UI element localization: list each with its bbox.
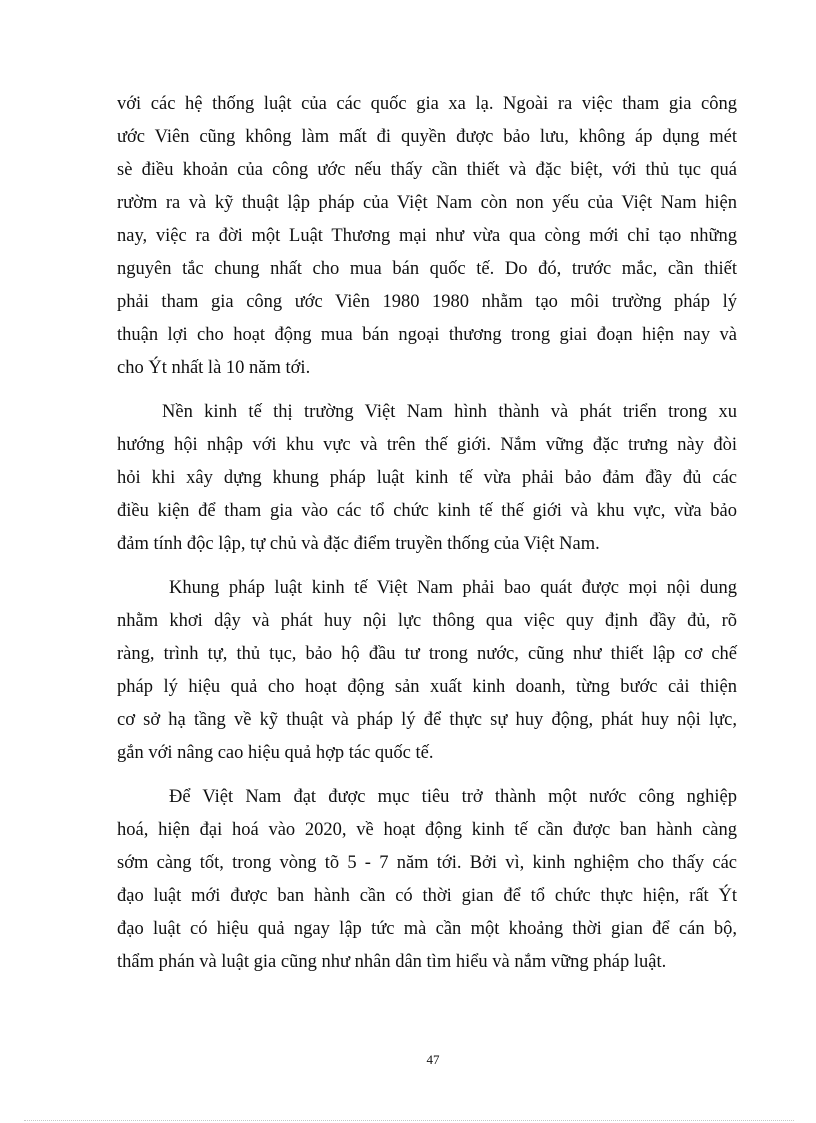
text-line: Nền kinh tế thị trường Việt Nam hình thành và phát triển trong xu [162,402,737,422]
text-line: thẩm phán và luật gia cũng như nhân dân tìm hiểu và nắm vững pháp luật. [117,952,667,972]
text-line: đạo luật mới được ban hành cần có thời gian để tổ chức thực hiện, rất Ýt [117,886,737,906]
text-line: nguyên tắc chung nhất cho mua bán quốc tế. Do đó, trước mắc, cần thiết [117,259,737,279]
text-line: đạo luật có hiệu quả ngay lập tức mà cần một khoảng thời gian để cán bộ, [117,919,737,939]
text-line: thuận lợi cho hoạt động mua bán ngoại thương trong giai đoạn hiện nay và [117,325,737,345]
text-line: hướng hội nhập với khu vực và trên thế giới. Nắm vững đặc trưng này đòi [117,435,737,455]
text-line: ước Viên cũng không làm mất đi quyền được bảo lưu, không áp dụng mét [117,127,737,147]
text-line: đảm tính độc lập, tự chủ và đặc điểm truyền thống của Việt Nam. [117,534,600,554]
text-line: cho Ýt nhất là 10 năm tới. [117,358,311,378]
paragraph-1 [117,88,737,385]
text-line: Khung pháp luật kinh tế Việt Nam phải bao quát được mọi nội dung [169,578,737,598]
text-line: pháp lý hiệu quả cho hoạt động sản xuất kinh doanh, từng bước cải thiện [117,677,737,697]
text-line: rườm ra và kỹ thuật lập pháp của Việt Nam còn non yếu của Việt Nam hiện [117,193,737,213]
text-line: nhằm khơi dậy và phát huy nội lực thông qua việc quy định đầy đủ, rõ [117,611,737,631]
text-line: điều kiện để tham gia vào các tổ chức kinh tế thế giới và khu vực, vừa bảo [117,501,737,521]
text-line: hỏi khi xây dựng khung pháp luật kinh tế vừa phải bảo đảm đầy đủ các [117,468,737,488]
body-text [117,88,737,990]
page-bottom-border [24,1120,794,1121]
page-number: 47 [426,1052,440,1067]
paragraph-4 [117,781,737,979]
text-line: ràng, trình tự, thủ tục, bảo hộ đầu tư trong nước, cũng như thiết lập cơ chế [117,644,737,664]
text-line: gắn với nâng cao hiệu quả hợp tác quốc tế. [117,743,434,763]
paragraph-2 [117,396,737,561]
text-line: phải tham gia công ước Viên 1980 1980 nhằm tạo môi trường pháp lý [117,292,737,312]
paragraph-3 [117,572,737,770]
text-line: nay, việc ra đời một Luật Thương mại như vừa qua còng mới chỉ tạo những [117,226,737,246]
text-line: cơ sở hạ tầng về kỹ thuật và pháp lý để thực sự huy động, phát huy nội lực, [117,710,737,730]
text-line: hoá, hiện đại hoá vào 2020, về hoạt động kinh tế cần được ban hành càng [117,820,737,840]
text-line: sè điều khoản của công ước nếu thấy cần thiết và đặc biệt, với thủ tục quá [117,160,737,180]
text-line: với các hệ thống luật của các quốc gia xa lạ. Ngoài ra việc tham gia công [117,94,737,114]
text-line: sớm càng tốt, trong vòng tõ 5 - 7 năm tới. Bởi vì, kinh nghiệm cho thấy các [117,853,737,873]
text-line: Để Việt Nam đạt được mục tiêu trở thành một nước công nghiệp [169,787,737,807]
